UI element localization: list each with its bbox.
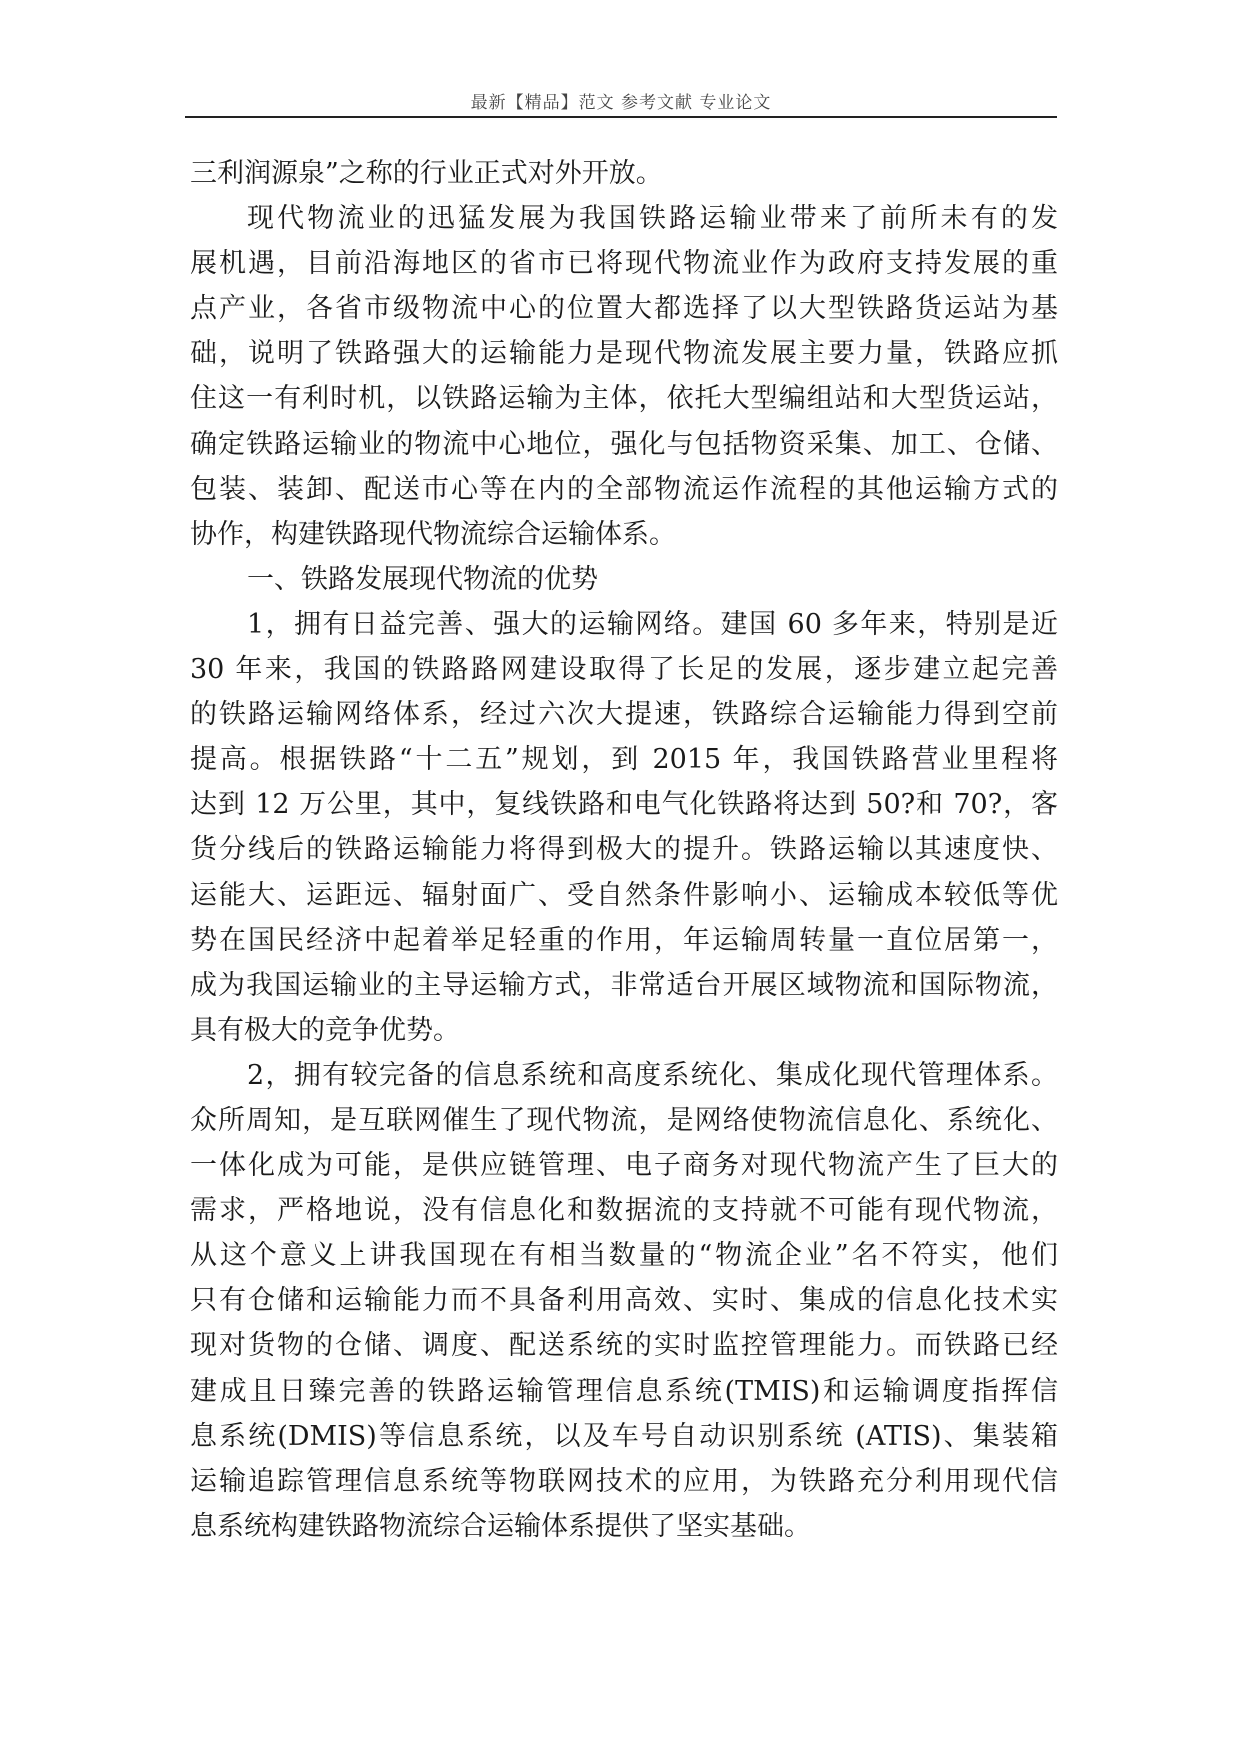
- text-line: 成为我国运输业的主导运输方式，非常适台开展区域物流和国际物流，: [190, 969, 1058, 1001]
- text-line: 协作，构建铁路现代物流综合运输体系。: [190, 518, 676, 550]
- text-line: 展机遇，目前沿海地区的省市已将现代物流业作为政府支持发展的重: [190, 248, 1058, 280]
- text-line: 住这一有利时机，以铁路运输为主体，依托大型编组站和大型货运站，: [190, 383, 1058, 415]
- text-line: 提高。根据铁路“十二五”规划，到 2015 年，我国铁路营业里程将: [190, 744, 1058, 776]
- text-line: 运输追踪管理信息系统等物联网技术的应用，为铁路充分利用现代信: [190, 1465, 1058, 1497]
- body-text: [190, 151, 1058, 1549]
- text-line: 息系统构建铁路物流综合运输体系提供了坚实基础。: [190, 1510, 811, 1542]
- text-line: 需求，严格地说，没有信息化和数据流的支持就不可能有现代物流，: [190, 1195, 1058, 1227]
- text-line: 1，拥有日益完善、强大的运输网络。建国 60 多年来，特别是近: [247, 608, 1058, 640]
- text-line: 势在国民经济中起着举足轻重的作用，年运输周转量一直位居第一，: [190, 924, 1058, 956]
- page-header: 最新【精品】范文 参考文献 专业论文: [470, 93, 772, 113]
- text-line: 础，说明了铁路强大的运输能力是现代物流发展主要力量，铁路应抓: [190, 338, 1058, 370]
- text-line: 一体化成为可能，是供应链管理、电子商务对现代物流产生了巨大的: [190, 1150, 1058, 1182]
- text-line: 现代物流业的迅猛发展为我国铁路运输业带来了前所未有的发: [247, 203, 1058, 235]
- text-line: 包装、装卸、配送巿心等在内的全部物流运作流程的其他运输方式的: [190, 473, 1058, 505]
- text-line: 点产业，各省市级物流中心的位置大都选择了以大型铁路货运站为基: [190, 293, 1058, 325]
- text-line: 货分线后的铁路运输能力将得到极大的提升。铁路运输以其速度快、: [190, 834, 1058, 866]
- text-line: 建成且日臻完善的铁路运输管理信息系统(TMIS)和运输调度指挥信: [190, 1375, 1058, 1407]
- text-line: 现对货物的仓储、调度、配送系统的实时监控管理能力。而铁路已经: [190, 1330, 1058, 1362]
- text-line: 三利润源泉”之称的行业正式对外开放。: [190, 158, 663, 189]
- text-line: 的铁路运输网络体系，经过六次大提速，铁路综合运输能力得到空前: [190, 699, 1058, 731]
- text-line: 2，拥有较完备的信息系统和高度系统化、集成化现代管理体系。: [247, 1059, 1058, 1091]
- text-line: 确定铁路运输业的物流中心地位，强化与包括物资采集、加工、仓储、: [190, 428, 1058, 460]
- text-line: 只有仓储和运输能力而不具备利用高效、实时、集成的信息化技术实: [190, 1285, 1058, 1317]
- text-line: 从这个意义上讲我国现在有相当数量的“物流企业”名不符实，他们: [190, 1240, 1058, 1272]
- text-line: 30 年来，我国的铁路路网建设取得了长足的发展，逐步建立起完善: [190, 654, 1058, 686]
- text-line: 运能大、运距远、辐射面广、受自然条件影响小、运输成本较低等优: [190, 879, 1058, 911]
- text-line: 具有极大的竞争优势。: [190, 1014, 460, 1046]
- text-line: 众所周知，是互联网催生了现代物流，是网络使物流信息化、系统化、: [190, 1104, 1058, 1136]
- text-line: 达到 12 万公里，其中，复线铁路和电气化铁路将达到 50?和 70?，客: [190, 789, 1058, 821]
- text-line: 一、铁路发展现代物流的优势: [247, 563, 598, 595]
- header-divider: [185, 116, 1057, 118]
- text-line: 息系统(DMIS)等信息系统，以及车号自动识别系统 (ATIS)、集装箱: [190, 1420, 1058, 1452]
